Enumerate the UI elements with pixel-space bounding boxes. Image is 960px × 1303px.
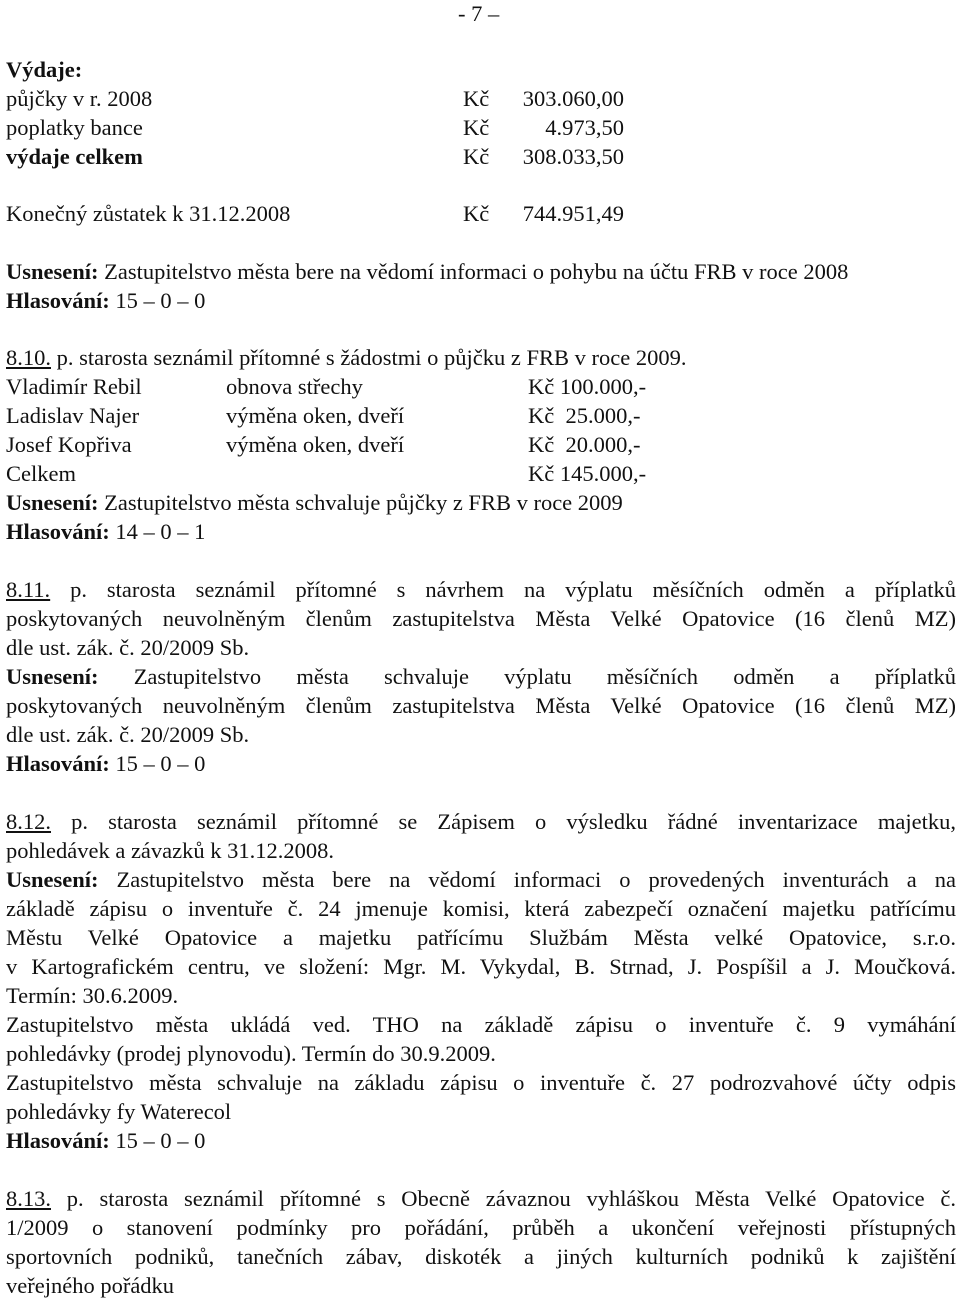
item-number: 8.10. — [6, 345, 51, 370]
vote-label: Hlasování: — [6, 519, 110, 544]
resolution-text: Zastupitelstvo města schvaluje výplatu měsíčních odměn a příplatků — [133, 664, 956, 689]
vote-label: Hlasování: — [6, 288, 110, 313]
resolution-line: v Kartografickém centru, ve složení: Mgr. M. Vykydal, B. Strnad, J. Pospíšil a J. Moučková. — [6, 954, 956, 979]
expense-row — [6, 84, 956, 113]
item-number: 8.11. — [6, 577, 51, 602]
final-balance-row — [6, 199, 956, 228]
resolution-label: Usnesení: — [6, 664, 99, 689]
resolution-line: Zastupitelstvo města ukládá ved. THO na základě zápisu o inventuře č. 9 vymáhání — [6, 1012, 956, 1037]
expense-currency: Kč — [463, 144, 490, 169]
expense-label: půjčky v r. 2008 — [6, 86, 153, 111]
expense-currency: Kč — [463, 86, 490, 111]
loan-purpose: výměna oken, dveří — [226, 403, 405, 428]
resolution-label: Usnesení: — [6, 867, 99, 892]
vote-result: 14 – 0 – 1 — [115, 519, 206, 544]
vote-label: Hlasování: — [6, 1128, 110, 1153]
expense-row — [6, 113, 956, 142]
item-number: 8.13. — [6, 1186, 51, 1211]
resolution-text: Zastupitelstvo města schvaluje půjčky z FRB v roce 2009 — [104, 490, 623, 515]
resolution-line: Zastupitelstvo města schvaluje na základu zápisu o inventuře č. 27 podrozvahové účty odpis — [6, 1070, 956, 1095]
loan-amount: Kč 100.000,- — [528, 374, 647, 399]
resolution-line: Termín: 30.6.2009. — [6, 983, 179, 1008]
resolution-text: Zastupitelstvo města bere na vědomí informaci o provedených inventurách a na — [116, 867, 956, 892]
loan-row — [6, 401, 956, 430]
loan-name: Ladislav Najer — [6, 403, 140, 428]
paragraph-line: pohledávek a závazků k 31.12.2008. — [6, 838, 335, 863]
loan-row — [6, 372, 956, 401]
resolution-text: Zastupitelstvo města bere na vědomí informaci o pohybu na účtu FRB v roce 2008 — [104, 259, 849, 284]
vote-result: 15 – 0 – 0 — [115, 751, 206, 776]
expense-amount: 303.060,00 — [522, 86, 624, 111]
paragraph-text: p. starosta seznámil přítomné s návrhem na výplatu měsíčních odměn a příplatků — [70, 577, 957, 602]
expense-currency: Kč — [463, 115, 490, 140]
expense-amount: 4.973,50 — [545, 115, 624, 140]
resolution-line: pohledávky fy Waterecol — [6, 1099, 232, 1124]
paragraph-line: dle ust. zák. č. 20/2009 Sb. — [6, 635, 250, 660]
balance-amount: 744.951,49 — [522, 201, 624, 226]
paragraph-line: 1/2009 o stanovení podmínky pro pořádání, průběh a ukončení veřejnosti přístupných — [6, 1215, 956, 1240]
loan-purpose: obnova střechy — [226, 374, 363, 399]
vote-line — [6, 749, 205, 778]
resolution-label: Usnesení: — [6, 259, 99, 284]
resolution-line: poskytovaných neuvolněným členům zastupitelstva Města Velké Opatovice (16 členů MZ) — [6, 693, 956, 718]
paragraph-line — [6, 1184, 956, 1213]
resolution-line — [6, 865, 956, 894]
item-text: p. starosta seznámil přítomné s žádostmi o půjčku z FRB v roce 2009. — [56, 345, 687, 370]
loan-row — [6, 430, 956, 459]
expense-label: výdaje celkem — [6, 144, 143, 169]
vote-line — [6, 286, 205, 315]
vote-result: 15 – 0 – 0 — [115, 288, 206, 313]
paragraph-text: p. starosta seznámil přítomné s Obecně závaznou vyhláškou Města Velké Opatovice č. — [66, 1186, 956, 1211]
expenses-heading: Výdaje: — [6, 57, 83, 82]
paragraph-line — [6, 575, 956, 604]
paragraph-line: veřejného pořádku — [6, 1273, 175, 1298]
balance-label: Konečný zůstatek k 31.12.2008 — [6, 201, 291, 226]
loan-amount: Kč 145.000,- — [528, 461, 647, 486]
loan-name: Josef Kopřiva — [6, 432, 132, 457]
page-number: - 7 – — [458, 1, 500, 26]
item-8-10-intro — [6, 343, 687, 372]
loan-amount: Kč 20.000,- — [528, 432, 641, 457]
resolution-line — [6, 257, 848, 286]
vote-result: 15 – 0 – 0 — [115, 1128, 206, 1153]
paragraph-text: p. starosta seznámil přítomné se Zápisem o výsledku řádné inventarizace majetku, — [71, 809, 956, 834]
balance-currency: Kč — [463, 201, 490, 226]
vote-label: Hlasování: — [6, 751, 110, 776]
loan-total-row — [6, 459, 956, 488]
expense-total-row — [6, 142, 956, 171]
paragraph-line: poskytovaných neuvolněným členům zastupitelstva Města Velké Opatovice (16 členů MZ) — [6, 606, 956, 631]
loan-amount: Kč 25.000,- — [528, 403, 641, 428]
vote-line — [6, 517, 205, 546]
expense-amount: 308.033,50 — [522, 144, 624, 169]
loan-name: Celkem — [6, 461, 76, 486]
resolution-label: Usnesení: — [6, 490, 99, 515]
resolution-line: dle ust. zák. č. 20/2009 Sb. — [6, 722, 250, 747]
resolution-line: Městu Velké Opatovice a majetku patřícímu Službám Města velké Opatovice, s.r.o. — [6, 925, 956, 950]
resolution-line — [6, 488, 623, 517]
loan-purpose: výměna oken, dveří — [226, 432, 405, 457]
resolution-line: základě zápisu o inventuře č. 24 jmenuje komisi, která zabezpečí označení majetku patřícímu — [6, 896, 956, 921]
vote-line — [6, 1126, 205, 1155]
paragraph-line: sportovních podniků, tanečních zábav, diskoték a jiných kulturních podniků k zajištění — [6, 1244, 956, 1269]
paragraph-line — [6, 807, 956, 836]
resolution-line: pohledávky (prodej plynovodu). Termín do 30.9.2009. — [6, 1041, 496, 1066]
expense-label: poplatky bance — [6, 115, 143, 140]
loan-name: Vladimír Rebil — [6, 374, 142, 399]
item-number: 8.12. — [6, 809, 51, 834]
resolution-line — [6, 662, 956, 691]
